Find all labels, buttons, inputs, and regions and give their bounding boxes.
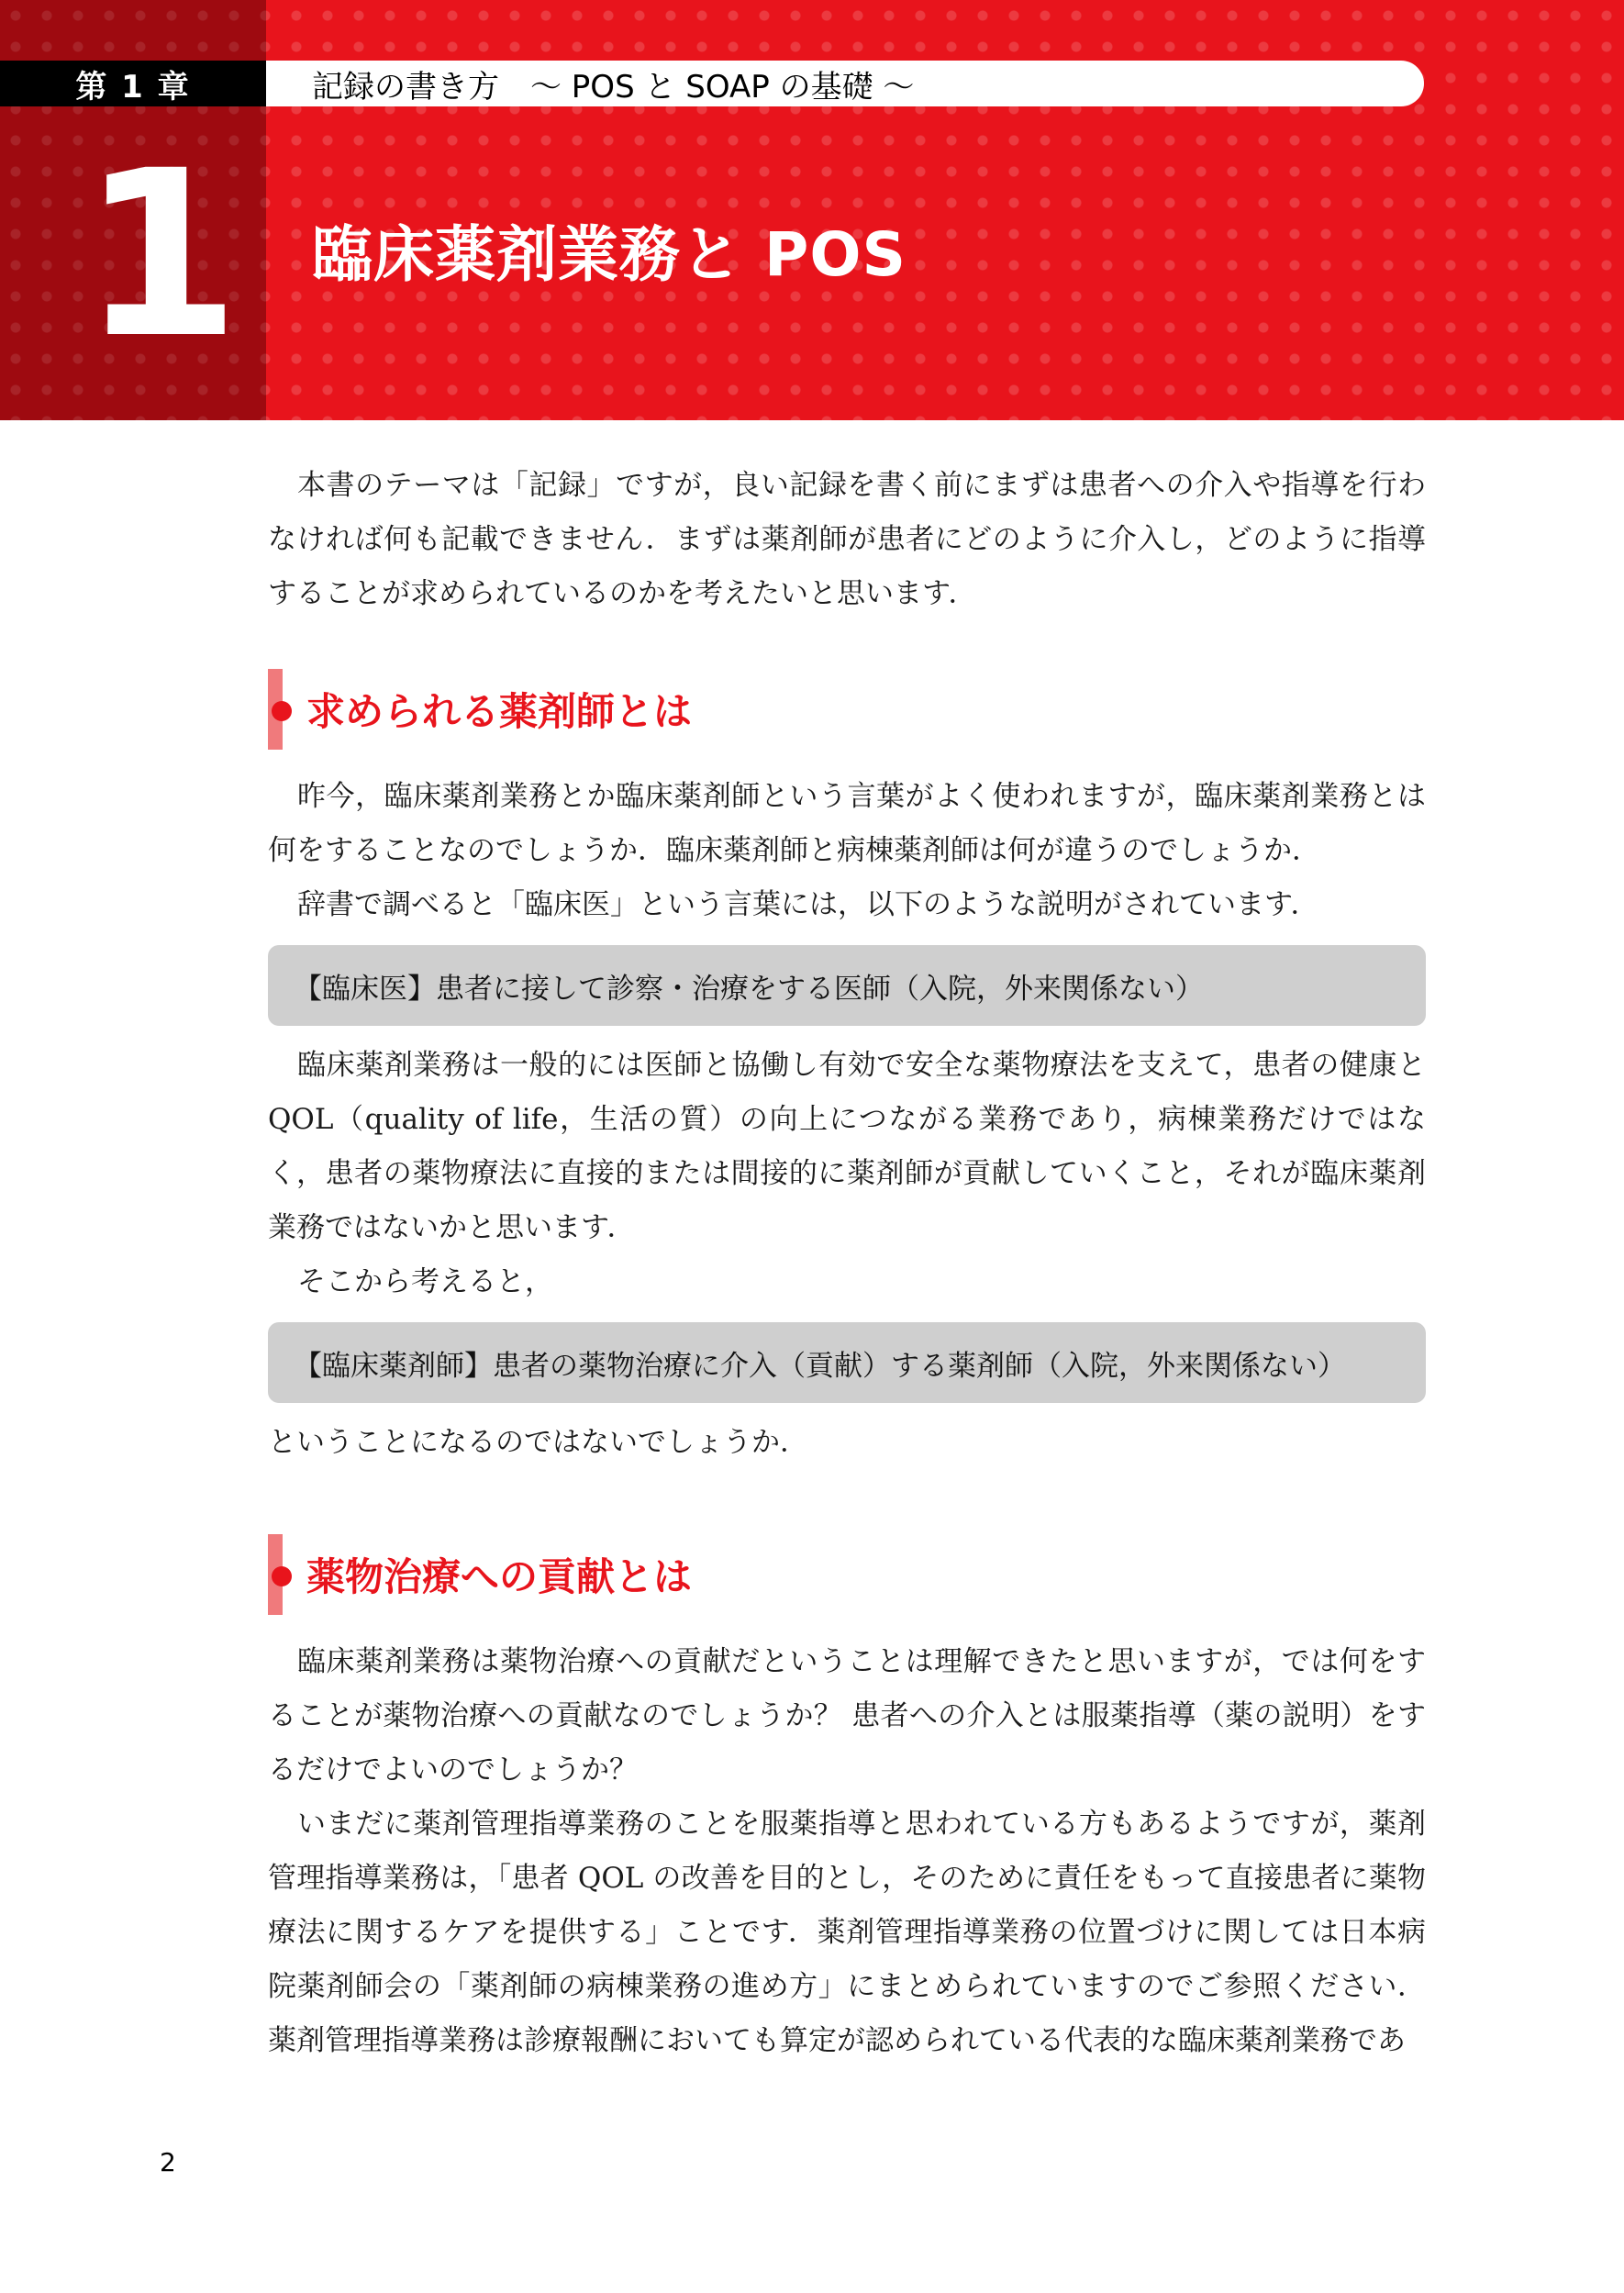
definition-box: 【臨床薬剤師】患者の薬物治療に介入（貢献）する薬剤師（入院，外来関係ない） [268, 1322, 1426, 1403]
chapter-header [0, 0, 1624, 420]
section-heading-2 [268, 1534, 1426, 1615]
paragraph: 臨床薬剤業務は薬物治療への貢献だということは理解できたと思いますが，では何をすることが薬物治療への貢献なのでしょうか？ 患者への介入とは服薬指導（薬の説明）をするだけでよいのでしょうか？ [268, 1645, 1426, 1787]
intro-paragraph: 本書のテーマは「記録」ですが，良い記録を書く前にまずは患者への介入や指導を行わなければ何も記載できません．まずは薬剤師が患者にどのように介入し，どのように指導することが求められているのかを考えたいと思います． [268, 469, 1426, 610]
paragraph: 昨今，臨床薬剤業務とか臨床薬剤師という言葉がよく使われますが，臨床薬剤業務とは何をすることなのでしょうか．臨床薬剤師と病棟薬剤師は何が違うのでしょうか． [268, 780, 1426, 867]
section-heading-1 [268, 669, 1426, 750]
paragraph: そこから考えると， [297, 1265, 553, 1298]
main-content [268, 459, 1426, 2068]
chapter-title: 記録の書き方 ～ POS と SOAP の基礎 ～ [266, 61, 1424, 106]
definition-box: 【臨床医】患者に接して診察・治療をする医師（入院，外来関係ない） [268, 945, 1426, 1026]
paragraph: 辞書で調べると「臨床医」という言葉には，以下のような説明がされています． [297, 888, 1319, 921]
paragraph: ということになるのではないでしょうか． [268, 1426, 808, 1459]
heading-text: 薬物治療への貢献とは [306, 1554, 693, 1599]
section-title: 臨床薬剤業務と POS [312, 219, 907, 290]
section-number: 1 [81, 121, 240, 388]
bullet-dot-icon [272, 1566, 292, 1586]
chapter-label: 第 1 章 [0, 61, 266, 106]
paragraph: いまだに薬剤管理指導業務のことを服薬指導と思われている方もあるようですが，薬剤管理指導業務は，「患者 QOL の改善を目的とし，そのために責任をもって直接患者に薬物療法に関するケアを提供する」ことです．薬剤管理指導業務の位置づけに関しては日本病院薬剤師会の「薬剤師の病棟業務の進め方」にまとめられていますのでご参照ください．薬剤管理指導業務は診療報酬においても算定が認められている代表的な臨床薬剤業務であ [268, 1808, 1427, 2057]
paragraph: 臨床薬剤業務は一般的には医師と協働し有効で安全な薬物療法を支えて，患者の健康と QOL（quality of life，生活の質）の向上につながる業務であり，病棟業務だけではなく，患者の薬物療法に直接的または間接的に薬剤師が貢献していくこと，それが臨床薬剤業務ではないかと思います． [268, 1049, 1426, 1244]
bullet-dot-icon [272, 701, 292, 721]
heading-text: 求められる薬剤師とは [306, 689, 693, 734]
page-number: 2 [160, 2147, 176, 2177]
